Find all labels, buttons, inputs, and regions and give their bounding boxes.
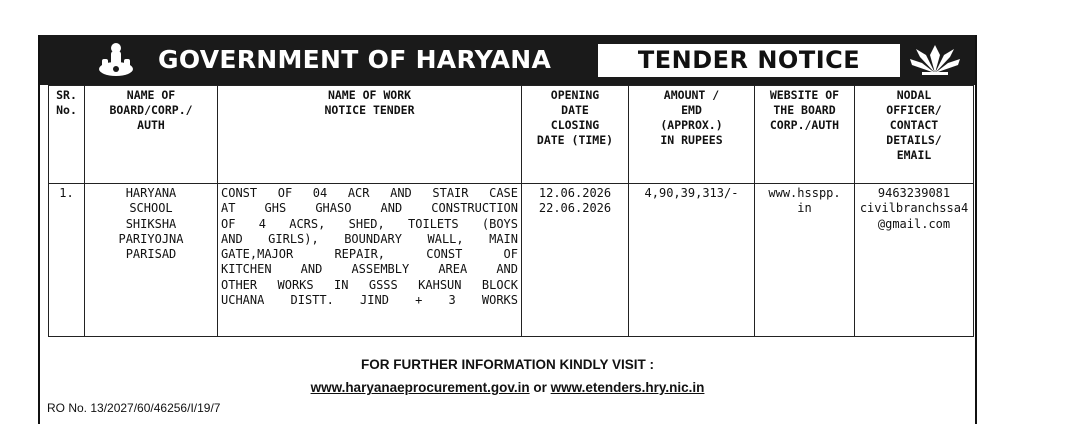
table-header-row bbox=[49, 86, 974, 184]
cell-nodal-contact: 9463239081 civilbranchssa4 @gmail.com bbox=[855, 184, 974, 337]
lotus-icon bbox=[908, 43, 962, 77]
closing-date: 22.06.2026 bbox=[538, 201, 612, 216]
or-text: or bbox=[529, 380, 551, 395]
etenders-link[interactable]: www.etenders.hry.nic.in bbox=[550, 380, 705, 395]
cell-board: HARYANA SCHOOL SHIKSHA PARIYOJNA PARISAD bbox=[85, 184, 218, 337]
header-website: WEBSITE OF THE BOARD CORP./AUTH bbox=[755, 86, 855, 184]
haryana-emblem-icon bbox=[96, 41, 136, 79]
eprocurement-link[interactable]: www.haryanaeprocurement.gov.in bbox=[310, 380, 530, 395]
header-board: NAME OF BOARD/CORP./ AUTH bbox=[85, 86, 218, 184]
tender-notice bbox=[38, 35, 977, 424]
header-nodal: NODAL OFFICER/ CONTACT DETAILS/ EMAIL bbox=[855, 86, 974, 184]
cell-work: CONST OF 04 ACR AND STAIR CASE AT GHS GHASO AND CONSTRUCTION OF 4 ACRS, SHED, TOILETS (BOYS AND GIRLS), BOUNDARY WALL, MAIN GATE,MAJOR REPAIR, CONST OF KITCHEN AND ASSEMBLY AREA AND OTHER WORKS IN GSSS KAHSUN BLOCK UCHANA DISTT. JIND + 3 WORKS bbox=[218, 184, 522, 337]
notice-banner bbox=[40, 35, 975, 85]
table-row bbox=[49, 184, 974, 337]
header-dates: OPENING DATE CLOSING DATE (TIME) bbox=[522, 86, 629, 184]
tender-notice-label: TENDER NOTICE bbox=[598, 44, 900, 77]
cell-website[interactable]: www.hsspp. in bbox=[755, 184, 855, 337]
banner-title: GOVERNMENT OF HARYANA bbox=[158, 45, 552, 74]
cell-sr-no: 1. bbox=[49, 184, 85, 337]
further-info-text: FOR FURTHER INFORMATION KINDLY VISIT : bbox=[361, 357, 654, 372]
cell-amount: 4,90,39,313/- bbox=[629, 184, 755, 337]
further-info-links bbox=[40, 380, 975, 395]
opening-date: 12.06.2026 bbox=[538, 186, 612, 200]
header-work: NAME OF WORK NOTICE TENDER bbox=[218, 86, 522, 184]
header-sr-no: SR. No. bbox=[49, 86, 85, 184]
tender-table bbox=[48, 85, 974, 337]
cell-dates bbox=[522, 184, 629, 337]
header-amount: AMOUNT / EMD (APPROX.) IN RUPEES bbox=[629, 86, 755, 184]
ro-number: RO No. 13/2027/60/46256/I/19/7 bbox=[47, 401, 221, 415]
